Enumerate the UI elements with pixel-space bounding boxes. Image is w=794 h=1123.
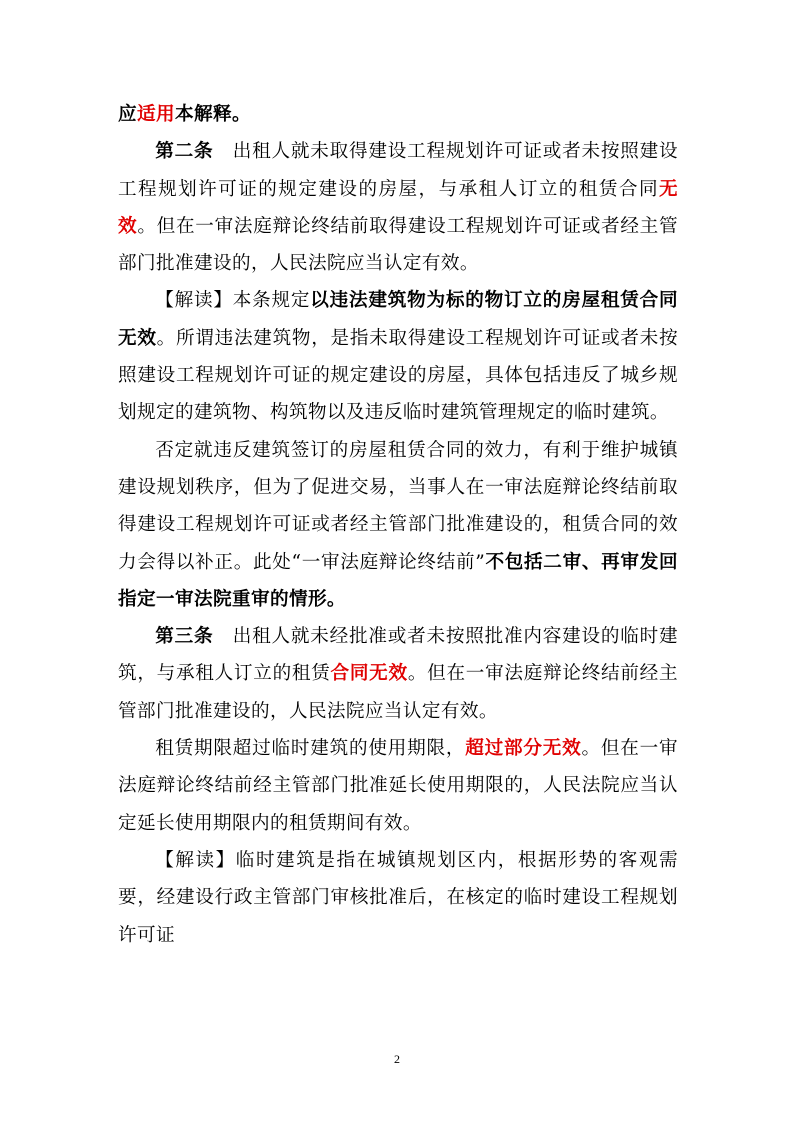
text-run: 租赁期限超过临时建筑的使用期限， bbox=[155, 738, 466, 760]
highlight-run: 超过部分无效 bbox=[465, 738, 582, 760]
highlight-run: 无效 bbox=[118, 178, 678, 237]
paragraph-article-3 bbox=[118, 618, 678, 730]
paragraph-lease-term bbox=[118, 730, 678, 842]
article-heading: 第三条 bbox=[155, 626, 214, 648]
paragraph-1 bbox=[118, 96, 678, 133]
text-run: 【解读】临时建筑是指在城镇规划区内，根据形势的客观需要，经建设行政主管部门审核批准后，在核定的临时建设工程规划许可证 bbox=[118, 849, 678, 946]
text-run: 。但在一审法庭辩论终结前经主管部门批准建设的，人民法院应当认定有效。 bbox=[118, 663, 678, 722]
paragraph-interpretation-1 bbox=[118, 282, 678, 431]
text-run: 出租人就未经批准或者未按照批准内容建设的临时建筑，与承租人订立的租赁 bbox=[118, 626, 678, 685]
text-run: 出租人就未取得建设工程规划许可证或者未按照建设工程规划许可证的规定建设的房屋，与承租人订立的租赁合同 bbox=[118, 141, 678, 200]
document-body bbox=[118, 96, 678, 954]
text-run: 应 bbox=[118, 104, 137, 125]
text-run: 。所谓违法建筑物，是指未取得建设工程规划许可证或者未按照建设工程规划许可证的规定建设的房屋，具体包括违反了城乡规划规定的建筑物、构筑物以及违反临时建筑管理规定的临时建筑。 bbox=[118, 327, 678, 424]
paragraph-interpretation-2 bbox=[118, 842, 678, 954]
text-run: 。但在一审法庭辩论终结前取得建设工程规划许可证或者经主管部门批准建设的，人民法院应当认定有效。 bbox=[118, 215, 678, 275]
article-heading: 第二条 bbox=[155, 141, 214, 163]
highlight-run: 合同无效 bbox=[330, 663, 408, 685]
text-run: 【解读】本条规定 bbox=[155, 290, 311, 312]
paragraph-article-2 bbox=[118, 133, 678, 282]
paragraph-explanation bbox=[118, 432, 678, 618]
text-run: 否定就违反建筑签订的房屋租赁合同的效力，有利于维护城镇建设规划秩序，但为了促进交易，当事人在一审法庭辩论终结前取得建设工程规划许可证或者经主管部门批准建设的，租赁合同的效力会得以补正。此处“一审法庭辩论终结前” bbox=[118, 439, 678, 573]
bold-run: 不包括二审、再审发回指定一审法院重审的情形。 bbox=[118, 551, 678, 610]
text-run: 。但在一审法庭辩论终结前经主管部门批准延长使用期限的，人民法院应当认定延长使用期限内的租赁期间有效。 bbox=[118, 738, 678, 834]
bold-run: 以违法建筑物为标的物订立的房屋租赁合同无效 bbox=[118, 290, 679, 349]
page-number: 2 bbox=[394, 1052, 400, 1066]
highlight-run: 适用 bbox=[137, 104, 175, 125]
text-run: 本解释。 bbox=[175, 104, 251, 125]
